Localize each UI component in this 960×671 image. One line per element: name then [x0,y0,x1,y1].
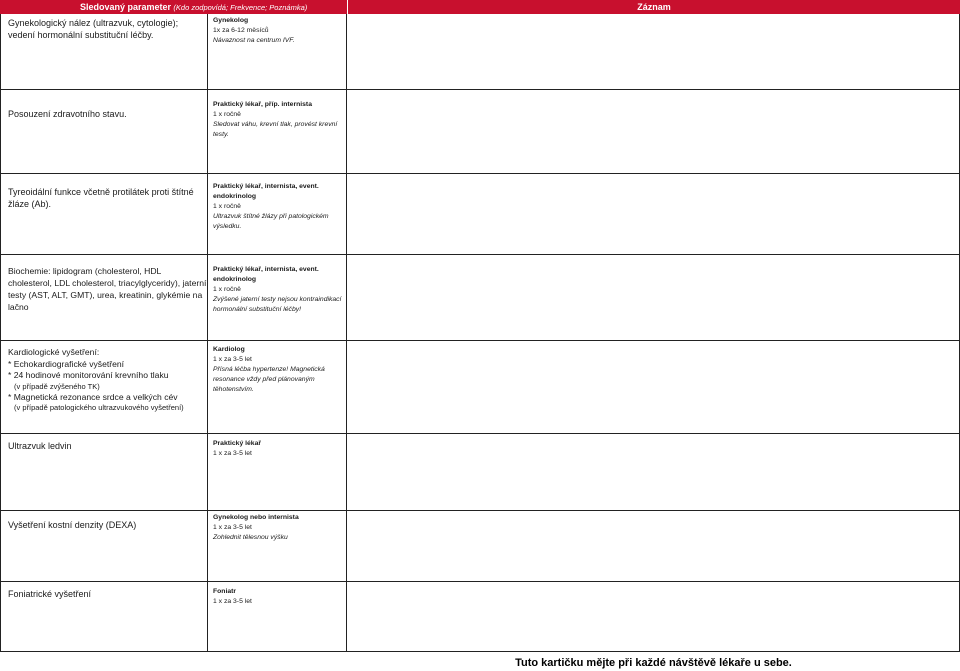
table-row [0,341,960,434]
frequency-label: 1 x za 3-5 let [213,356,252,363]
parameter-heading: Kardiologické vyšetření: [8,347,100,357]
record-cell[interactable] [347,255,960,341]
frequency-label: 1 x ročně [213,111,241,118]
doctor-label: Praktický lékař, internista, event. endokrinolog [213,266,319,283]
table-row [0,174,960,255]
record-cell[interactable] [347,174,960,255]
parameter-cell: Gynekologický nález (ultrazvuk, cytologie); vedení hormonální substituční léčby. [0,14,208,90]
parameter-cell: Ultrazvuk ledvin [0,434,208,511]
responsibility-cell [208,511,347,582]
header-record: Záznam [347,0,960,14]
frequency-label: 1 x ročně [213,203,241,210]
record-cell[interactable] [347,341,960,434]
note-label: Zvýšené jaterní testy nejsou kontraindikací hormonální substituční léčby! [213,296,342,313]
record-cell[interactable] [347,582,960,652]
frequency-label: 1 x ročně [213,286,241,293]
parameter-cell: Tyreoidální funkce včetně protilátek proti štítné žláze (Ab). [0,174,208,255]
header-parameter [0,0,347,14]
parameter-line: * 24 hodinové monitorování krevního tlaku [8,370,169,380]
record-cell[interactable] [347,434,960,511]
doctor-label: Praktický lékař, internista, event. endokrinolog [213,183,319,200]
header-parameter-subtitle: (Kdo zodpovídá; Frekvence; Poznámka) [173,3,308,12]
doctor-label: Kardiolog [213,346,245,353]
parameter-line: (v případě zvýšeného TK) [14,381,100,391]
doctor-label: Gynekolog nebo internista [213,514,299,521]
parameter-cell: Biochemie: lipidogram (cholesterol, HDL cholesterol, LDL cholesterol, triacylglyceridy), jaterní testy (AST, ALT, GMT), urea, kreatinin, glykémie na lačno [0,255,208,341]
record-cell[interactable] [347,90,960,174]
responsibility-cell [208,434,347,511]
parameter-cell [0,341,208,434]
doctor-label: Foniatr [213,588,237,595]
parameter-line: * Magnetická rezonance srdce a velkých cév [8,391,178,402]
note-label: Přísná léčba hypertenze! Magnetická resonance vždy před plánovaným těhotenstvím. [213,366,325,393]
responsibility-cell [208,341,347,434]
note-label: Návaznost na centrum IVF. [213,37,295,44]
doctor-label: Gynekolog [213,17,249,24]
parameter-cell: Posouzení zdravotního stavu. [0,90,208,174]
header-parameter-title: Sledovaný parameter [80,2,172,12]
parameter-cell: Foniatrické vyšetření [0,582,208,652]
record-cell[interactable] [347,511,960,582]
frequency-label: 1 x za 3-5 let [213,450,252,457]
doctor-label: Praktický lékař, příp. internista [213,101,312,108]
responsibility-cell [208,582,347,652]
note-label: Zohlednit tělesnou výšku [213,534,288,541]
note-label: Sledovat váhu, krevní tlak, provést krevní testy. [213,121,338,138]
parameter-line: (v případě patologického ultrazvukového vyšetření) [14,403,184,412]
responsibility-cell [208,174,347,255]
table-row [0,255,960,341]
frequency-label: 1 x za 3-5 let [213,598,252,605]
responsibility-cell [208,90,347,174]
table-row [0,90,960,174]
parameter-line: * Echokardiografické vyšetření [8,358,125,369]
responsibility-cell [208,255,347,341]
record-cell[interactable] [347,14,960,90]
parameter-cell: Vyšetření kostní denzity (DEXA) [0,511,208,582]
table-row [0,14,960,90]
doctor-label: Praktický lékař [213,440,261,447]
frequency-label: 1x za 6-12 měsíců [213,27,269,34]
table-row [0,434,960,511]
table-row [0,582,960,652]
frequency-label: 1 x za 3-5 let [213,524,252,531]
footer-reminder: Tuto kartičku mějte při každé návštěvě lékaře u sebe. [515,657,792,669]
responsibility-cell [208,14,347,90]
table-row [0,511,960,582]
note-label: Ultrazvuk štítné žlázy při patologickém výsledku. [213,213,329,230]
